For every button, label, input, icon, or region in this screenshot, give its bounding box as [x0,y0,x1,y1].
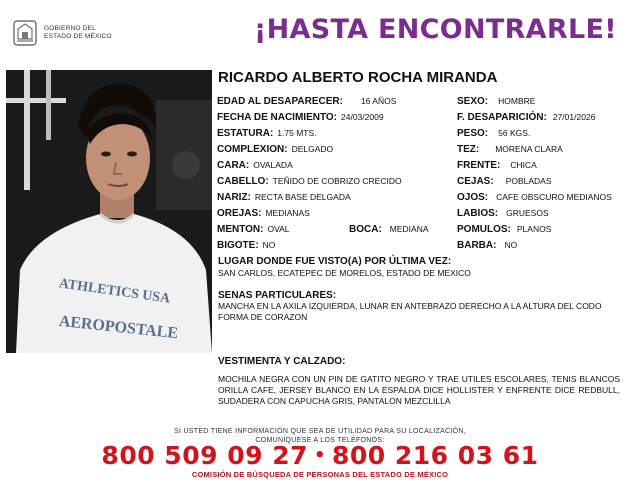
lugar-title: LUGAR DONDE FUE VISTO(A) POR ÚLTIMA VEZ: [218,256,452,267]
phone-separator: • [313,445,326,466]
state-seal-icon [12,19,38,47]
field-peso: PESO: 56 KGS. [457,128,531,139]
phone-number-2[interactable]: 800 216 03 61 [332,441,539,470]
field-complexion: COMPLEXION: DELGADO [217,144,334,155]
lugar-text: SAN CARLOS, ECATEPEC DE MORELOS, ESTADO DE MEXICO [218,268,471,278]
person-name: RICARDO ALBERTO ROCHA MIRANDA [218,69,498,86]
shirt-print-2: AEROPOSTALE [58,312,179,343]
field-cabello: CABELLO: TEÑIDO DE COBRIZO CRECIDO [217,176,402,187]
field-tez: TEZ: MORENA CLARA [457,144,563,155]
headline: ¡HASTA ENCONTRARLE! [254,14,617,45]
field-estatura: ESTATURA: 1.75 MTS. [217,128,317,139]
gov-line-2: ESTADO DE MÉXICO [44,33,112,40]
field-orejas: OREJAS: MEDIANAS [217,208,310,219]
field-sexo: SEXO: HOMBRE [457,96,536,107]
gov-line-1: GOBIERNO DEL [44,25,96,32]
senas-text: MANCHA EN LA AXILA IZQUIERDA, LUNAR EN ANTEBRAZO DERECHO A LA ALTURA DEL CODO FORMA DE CORAZON [218,301,602,322]
field-ojos: OJOS: CAFE OBSCURO MEDIANOS [457,192,612,203]
senas-title: SENAS PARTICULARES: [218,290,337,301]
field-fecha-desaparicion: F. DESAPARICIÓN: 27/01/2026 [457,112,596,123]
notice-line-2: COMUNÍQUESE A LOS TELÉFONOS: [255,437,385,444]
field-boca: BOCA: MEDIANA [349,224,429,235]
field-pomulos: POMULOS: PLANOS [457,224,552,235]
field-nacimiento: FECHA DE NACIMIENTO: 24/03/2009 [217,112,384,123]
vestimenta-text: MOCHILA NEGRA CON UN PIN DE GATITO NEGRO Y TRAE UTILES ESCOLARES, TENIS BLANCOS ORILLA CAFE, JERSEY BLANCO EN LA ESPALDA DICE HOLLISTER Y ENFRENTE DICE REDBULL, SUDADERA CON CAPUCHA GRIS, PANTALON MEZCLILLA [218,374,620,406]
field-bigote: BIGOTE: NO [217,240,276,251]
field-edad: EDAD AL DESAPARECER: 16 AÑOS [217,96,397,107]
field-barba: BARBA: NO [457,240,518,251]
field-cejas: CEJAS: POBLADAS [457,176,552,187]
government-name [44,25,112,41]
field-frente: FRENTE: CHICA [457,160,537,171]
vestimenta-title: VESTIMENTA Y CALZADO: [218,356,346,367]
notice-line-1: SI USTED TIENE INFORMACIÓN QUE SEA DE UTILIDAD PARA SU LOCALIZACIÓN, [173,428,467,435]
phone-numbers [0,441,640,470]
shirt-print-1: ATHLETICS USA [57,276,172,307]
field-cara: CARA: OVALADA [217,160,293,171]
government-logo [12,18,142,48]
field-menton: MENTON: OVAL [217,224,290,235]
phone-number-1[interactable]: 800 509 09 27 [101,441,308,470]
commission-name: COMISIÓN DE BÚSQUEDA DE PERSONAS DEL ESTADO DE MÉXICO [191,470,449,479]
descriptive-fields [217,0,637,260]
field-nariz: NARIZ: RECTA BASE DELGADA [217,192,351,203]
field-labios: LABIOS: GRUESOS [457,208,549,219]
person-photo [6,70,212,353]
